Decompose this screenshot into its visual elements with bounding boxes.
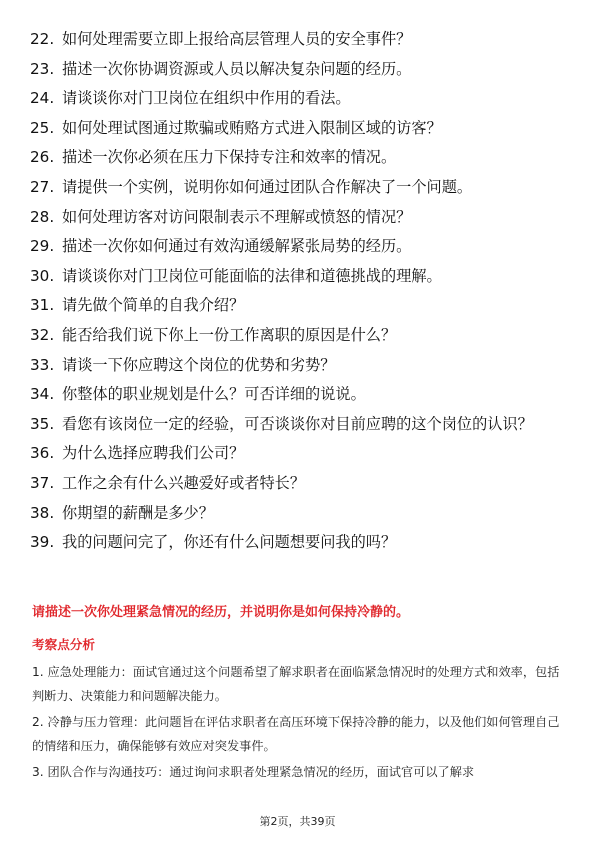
question-item: [30, 293, 570, 318]
question-item: [30, 57, 570, 82]
question-item: [30, 530, 570, 555]
question-list: [30, 27, 570, 560]
question-text: 请谈谈你对门卫岗位在组织中作用的看法。: [62, 89, 351, 108]
question-number: 33.: [30, 355, 55, 374]
page-footer: 第2页，共39页: [259, 815, 336, 828]
question-number: 36.: [30, 444, 55, 463]
highlight-question: 请描述一次你处理紧急情况的经历，并说明你是如何保持冷静的。: [32, 605, 410, 620]
question-text: 能否给我们说下你上一份工作离职的原因是什么？: [62, 325, 397, 344]
question-text: 工作之余有什么兴趣爱好或者特长？: [62, 473, 305, 492]
analysis-paragraph: 2. 冷静与压力管理：此问题旨在评估求职者在高压环境下保持冷静的能力，以及他们如何管理自己的情绪和压力，确保能够有效应对突发事件。: [32, 715, 560, 753]
analysis-section: [32, 660, 562, 786]
question-item: [30, 205, 570, 230]
question-number: 37.: [30, 473, 55, 492]
question-item: [30, 116, 570, 141]
question-item: [30, 471, 570, 496]
question-item: [30, 145, 570, 170]
question-item: [30, 323, 570, 348]
question-number: 24.: [30, 89, 55, 108]
question-item: [30, 86, 570, 111]
question-item: [30, 175, 570, 200]
question-number: 30.: [30, 266, 55, 285]
question-number: 27.: [30, 177, 55, 196]
question-item: [30, 264, 570, 289]
question-item: [30, 353, 570, 378]
question-text: 看您有该岗位一定的经验，可否谈谈你对目前应聘的这个岗位的认识？: [62, 414, 533, 433]
question-item: [30, 501, 570, 526]
question-number: 39.: [30, 533, 55, 552]
question-number: 32.: [30, 325, 55, 344]
question-text: 描述一次你如何通过有效沟通缓解紧张局势的经历。: [62, 237, 412, 256]
question-text: 请提供一个实例，说明你如何通过团队合作解决了一个问题。: [62, 177, 473, 196]
question-item: [30, 27, 570, 52]
question-item: [30, 234, 570, 259]
question-number: 23.: [30, 59, 55, 78]
question-number: 25.: [30, 118, 55, 137]
question-text: 请谈谈你对门卫岗位可能面临的法律和道德挑战的理解。: [62, 266, 442, 285]
question-number: 31.: [30, 296, 55, 315]
question-text: 请先做个简单的自我介绍？: [62, 296, 245, 315]
question-text: 如何处理访客对访问限制表示不理解或愤怒的情况？: [62, 207, 412, 226]
question-item: [30, 412, 570, 437]
section-title: 考察点分析: [32, 637, 95, 652]
question-text: 你整体的职业规划是什么？可否详细的说说。: [62, 385, 366, 404]
question-text: 你期望的薪酬是多少？: [62, 503, 214, 522]
question-text: 如何处理需要立即上报给高层管理人员的安全事件？: [62, 30, 412, 48]
question-text: 描述一次你必须在压力下保持专注和效率的情况。: [62, 148, 397, 167]
question-number: 38.: [30, 503, 55, 522]
question-item: [30, 382, 570, 407]
question-text: 为什么选择应聘我们公司？: [62, 444, 245, 463]
question-text: 请谈一下你应聘这个岗位的优势和劣势？: [62, 355, 336, 374]
question-number: 35.: [30, 414, 55, 433]
question-number: 34.: [30, 385, 55, 404]
analysis-paragraph: 1. 应急处理能力：面试官通过这个问题希望了解求职者在面临紧急情况时的处理方式和效率，包括判断力、决策能力和问题解决能力。: [32, 665, 560, 703]
question-text: 我的问题问完了，你还有什么问题想要问我的吗？: [62, 533, 397, 552]
question-number: 22.: [30, 30, 55, 48]
question-text: 如何处理试图通过欺骗或贿赂方式进入限制区域的访客？: [62, 118, 442, 137]
question-number: 28.: [30, 207, 55, 226]
question-text: 描述一次你协调资源或人员以解决复杂问题的经历。: [62, 59, 412, 78]
question-number: 29.: [30, 237, 55, 256]
question-number: 26.: [30, 148, 55, 167]
analysis-paragraph: 3. 团队合作与沟通技巧：通过询问求职者处理紧急情况的经历，面试官可以了解求: [32, 765, 475, 779]
question-item: [30, 441, 570, 466]
